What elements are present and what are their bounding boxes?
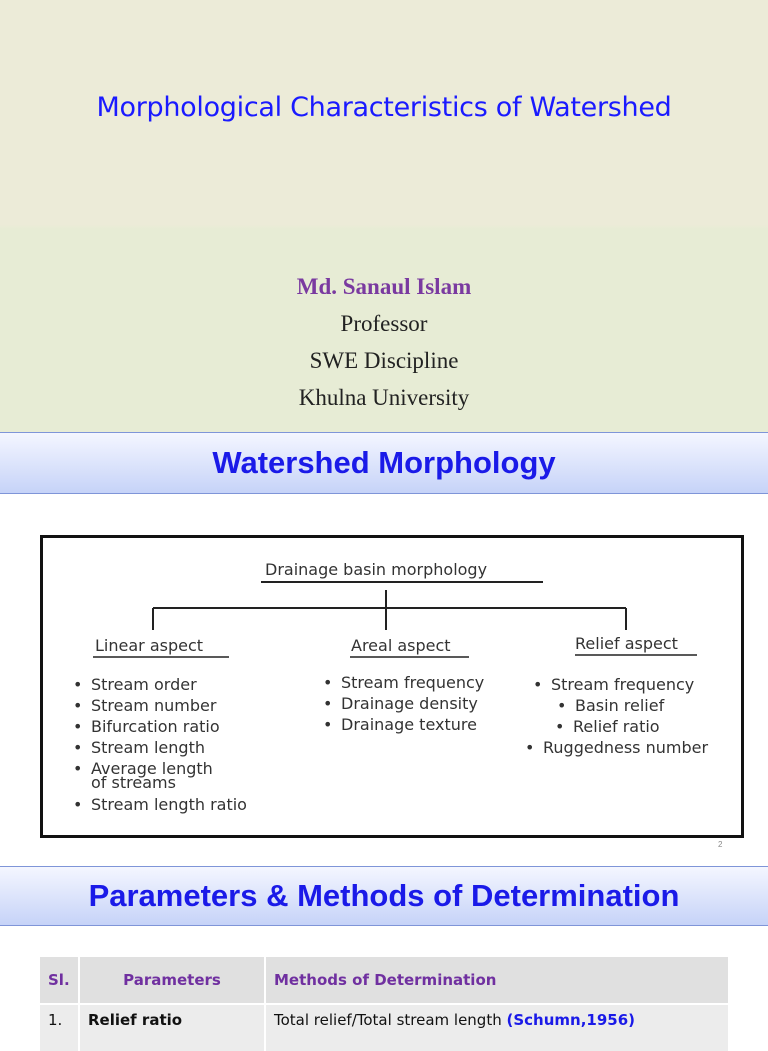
list-item: • Stream number [67, 695, 247, 716]
author-name: Md. Sanaul Islam [296, 274, 472, 299]
relief-aspect-title: Relief aspect [575, 634, 678, 653]
method-reference: (Schumn,1956) [506, 1011, 636, 1029]
column-header-sl: Sl. [40, 957, 79, 1004]
list-item-continuation: of streams [91, 773, 176, 792]
list-item: • Average length [67, 758, 247, 779]
cell-sl: 1. [40, 1004, 79, 1051]
list-item: • Stream length [67, 737, 247, 758]
list-item: • Stream order [67, 674, 247, 695]
presentation-title: Morphological Characteristics of Watershed [96, 92, 672, 123]
slide-header-parameters: Parameters & Methods of Determination [0, 866, 768, 926]
relief-aspect-list [527, 674, 708, 758]
areal-aspect-title: Areal aspect [351, 636, 451, 655]
column-header-methods: Methods of Determination [265, 957, 729, 1004]
list-item: • Ruggedness number [519, 737, 708, 758]
cell-method [265, 1004, 729, 1051]
slide-header-watershed-morphology: Watershed Morphology [0, 432, 768, 494]
list-item: • Bifurcation ratio [67, 716, 247, 737]
linear-aspect-title: Linear aspect [95, 636, 204, 655]
column-header-parameters: Parameters [79, 957, 265, 1004]
page-number: 2 [718, 840, 723, 849]
table-row [40, 1004, 729, 1051]
method-text: Total relief/Total stream length [274, 1011, 502, 1029]
author-university: Khulna University [298, 385, 470, 410]
drainage-basin-diagram [40, 535, 744, 838]
table-header-row [40, 957, 729, 1004]
list-item: • Basin relief [551, 695, 708, 716]
diagram-root-label: Drainage basin morphology [265, 560, 488, 579]
list-item: • Drainage texture [317, 714, 484, 735]
list-item: • Stream frequency [317, 672, 484, 693]
list-item: • Drainage density [317, 693, 484, 714]
author-role: Professor [340, 311, 428, 336]
areal-aspect-list [317, 672, 484, 735]
list-item: • Relief ratio [549, 716, 708, 737]
list-item: • Stream frequency [527, 674, 708, 695]
author-block [0, 268, 768, 416]
list-item: • Stream length ratio [67, 794, 247, 815]
parameters-table [40, 957, 730, 1051]
author-department: SWE Discipline [309, 348, 459, 373]
title-slide [0, 0, 768, 432]
cell-parameter: Relief ratio [79, 1004, 265, 1051]
linear-aspect-list [67, 674, 247, 815]
